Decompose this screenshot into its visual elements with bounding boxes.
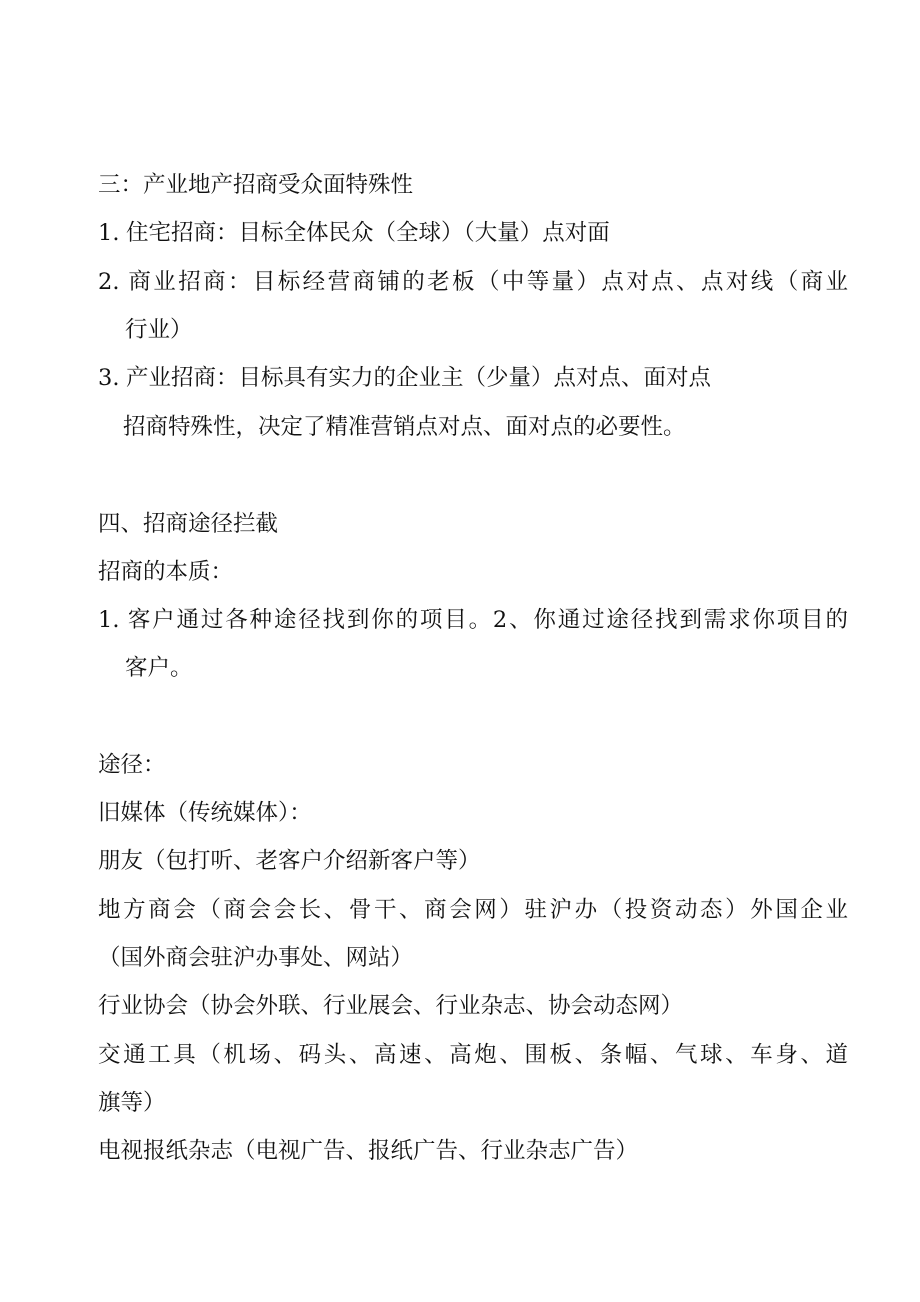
essence-item-1-continued: 客户。: [125, 655, 193, 681]
essence-item-1: [98, 608, 848, 632]
section3-item-3: [98, 366, 711, 390]
section3-item-2-continued: 行业）: [125, 317, 193, 343]
section4-heading: 四、招商途径拦截: [98, 511, 279, 537]
channel-associations: 行业协会（协会外联、行业展会、行业杂志、协会动态网）: [98, 993, 684, 1019]
item-number: 1.: [98, 607, 120, 633]
item-text: 客户通过各种途径找到你的项目。2、你通过途径找到需求你项目的: [126, 607, 848, 633]
channel-tv-print: 电视报纸杂志（电视广告、报纸广告、行业杂志广告）: [98, 1138, 639, 1164]
section3-conclusion: 招商特殊性，决定了精准营销点对点、面对点的必要性。: [123, 414, 686, 440]
channel-old-media: 旧媒体（传统媒体）：: [98, 800, 312, 826]
essence-label: 招商的本质：: [98, 559, 234, 585]
section3-item-1: [98, 221, 610, 245]
item-number: 1.: [98, 220, 120, 246]
channel-transport: 交通工具（机场、码头、高速、高炮、围板、条幅、气球、车身、道: [98, 1042, 848, 1068]
item-text: 产业招商：目标具有实力的企业主（少量）点对点、面对点: [126, 365, 712, 391]
channels-label: 途径：: [98, 752, 166, 778]
item-text: 住宅招商：目标全体民众（全球）（大量）点对面: [126, 220, 610, 246]
section3-heading: 三：产业地产招商受众面特殊性: [98, 172, 414, 198]
section3-item-2: [98, 270, 848, 294]
channel-chambers-continued: （国外商会驻沪办事处、网站）: [98, 945, 414, 971]
item-number: 3.: [98, 365, 120, 391]
channel-transport-continued: 旗等）: [98, 1090, 166, 1116]
item-text: 商业招商：目标经营商铺的老板（中等量）点对点、点对线（商业: [126, 269, 848, 295]
channel-friends: 朋友（包打听、老客户介绍新客户等）: [98, 848, 481, 874]
item-number: 2.: [98, 269, 120, 295]
channel-chambers: 地方商会（商会会长、骨干、商会网）驻沪办（投资动态）外国企业: [98, 897, 848, 923]
